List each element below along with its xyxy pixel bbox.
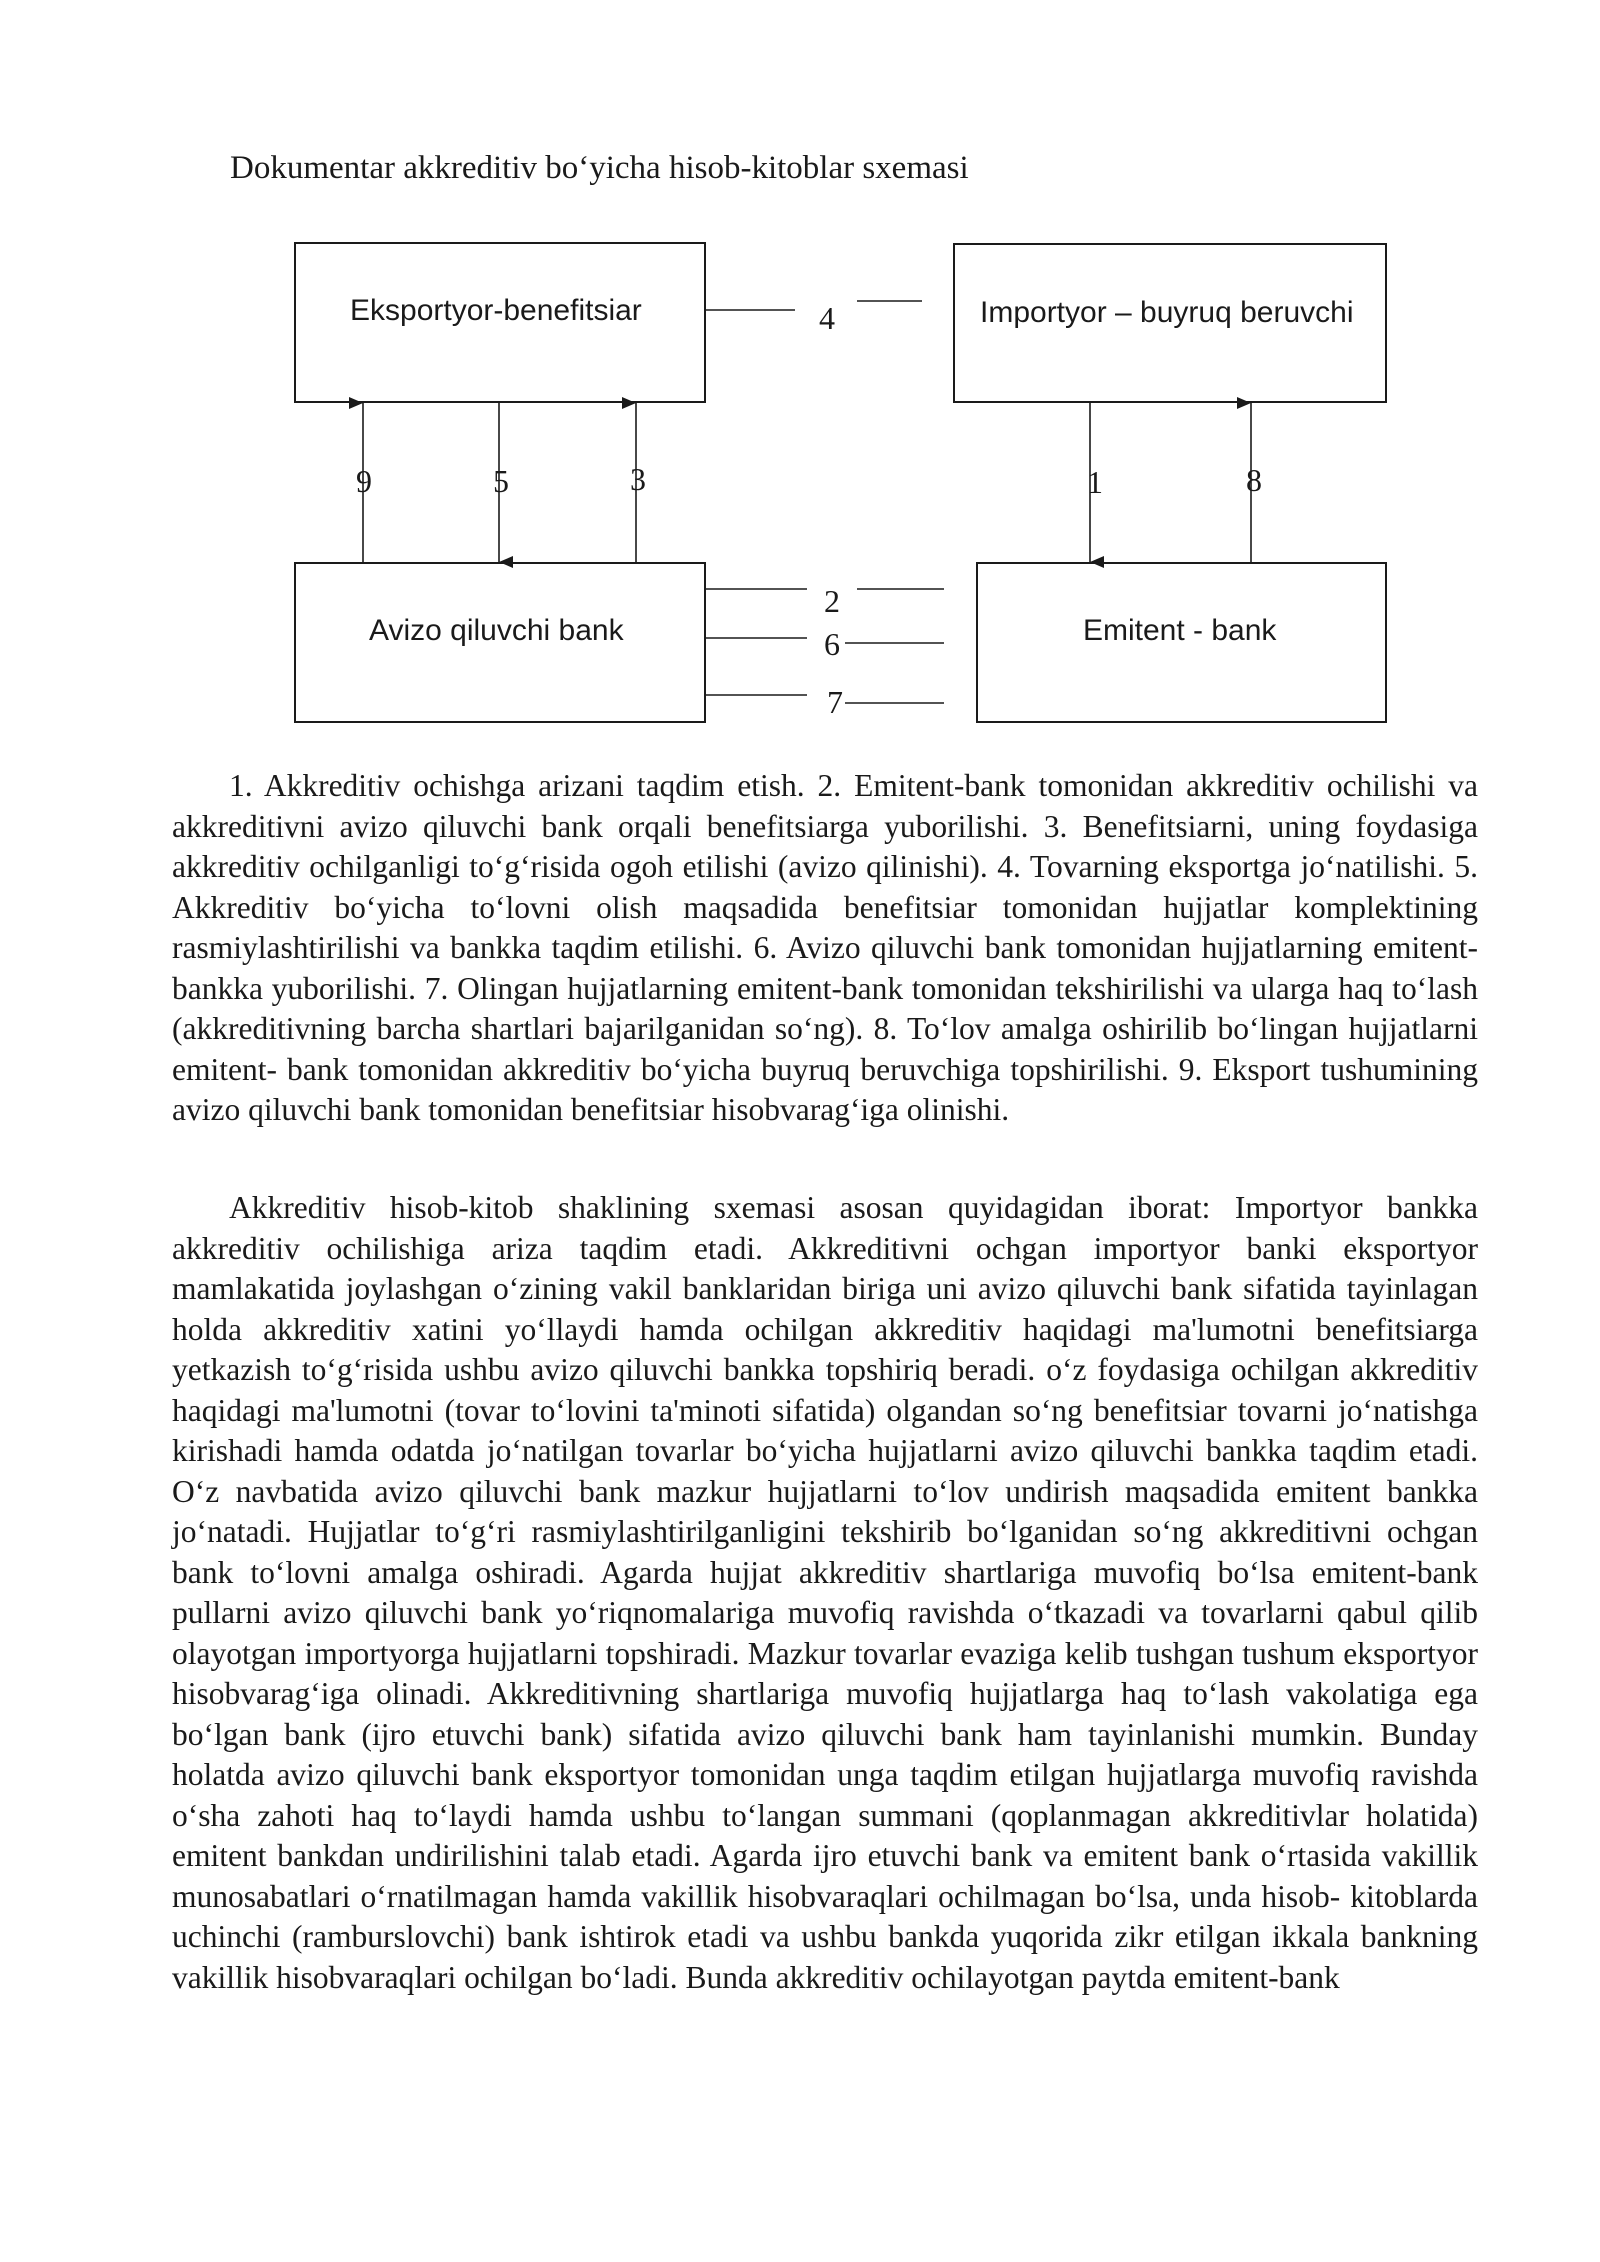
issuing-bank-label: Emitent - bank	[1083, 614, 1277, 647]
step-5-label: 5	[493, 463, 509, 499]
step-9-label: 9	[356, 463, 372, 499]
issuing-bank-box	[977, 563, 1386, 722]
step-6-label: 6	[824, 626, 840, 662]
advising-bank-label: Avizo qiluvchi bank	[369, 614, 624, 647]
exporter-box	[295, 243, 705, 402]
steps-legend-paragraph: 1. Akkreditiv ochishga arizani taqdim etish. 2. Emitent-bank tomonidan akkreditiv ochilishi va akkreditivni avizo qiluvchi bank orqali benefitsiarga yuborilishi. 3. Benefitsiarni, uning foydasiga akkreditiv ochilganligi to‘g‘risida ogoh etilishi (avizo qilinishi). 4. Tovarning eksportga jo‘natilishi. 5. Akkreditiv bo‘yicha to‘lovni olish maqsadida benefitsiar tomonidan hujjatlar komplektining rasmiylashtirilishi va bankka taqdim etilishi. 6. Avizo qiluvchi bank tomonidan hujjatlarning emitent-bankka yuborilishi. 7. Olingan hujjatlarning emitent-bank tomonidan tekshirilishi va ularga haq to‘lash (akkreditivning barcha shartlari bajarilganidan so‘ng). 8. To‘lov amalga oshirilib bo‘lingan hujjatlarni emitent- bank tomonidan akkreditiv bo‘yicha buyruq beruvchiga topshirilishi. 9. Eksport tushumining avizo qiluvchi bank tomonidan benefitsiar hisobvarag‘iga olinishi.	[172, 768, 1478, 1127]
step-2-label: 2	[824, 583, 840, 619]
page-title: Dokumentar akkreditiv bo‘yicha hisob-kitoblar sxemasi	[230, 150, 969, 186]
step-7-label: 7	[827, 684, 843, 720]
step-8-label: 8	[1246, 462, 1262, 498]
step-4-label: 4	[819, 300, 835, 336]
step-3-label: 3	[630, 461, 646, 497]
step-1-label: 1	[1087, 464, 1103, 500]
letter-of-credit-diagram	[0, 0, 1600, 760]
exporter-label: Eksportyor-benefitsiar	[350, 294, 642, 327]
body-paragraph: Akkreditiv hisob-kitob shaklining sxemasi asosan quyidagidan iborat: Importyor bankka akkreditiv ochilishiga ariza taqdim etadi. Akkreditivni ochgan importyor banki eksportyor mamlakatida joylashgan o‘zining vakil banklaridan biriga uni avizo qiluvchi bank sifatida tayinlagan holda akkreditiv xatini yo‘llaydi hamda ochilgan akkreditiv haqidagi ma'lumotni benefitsiarga yetkazish to‘g‘risida ushbu avizo qiluvchi bankka topshiriq beradi. o‘z foydasiga ochilgan akkreditiv haqidagi ma'lumotni (tovar to‘lovini ta'minoti sifatida) olgandan so‘ng benefitsiar tovarni jo‘natishga kirishadi hamda odatda jo‘natilgan tovarlar bo‘yicha hujjatlarni avizo qiluvchi bankka taqdim etadi. O‘z navbatida avizo qiluvchi bank mazkur hujjatlarni to‘lov undirish maqsadida emitent bankka jo‘natadi. Hujjatlar to‘g‘ri rasmiylashtirilganligini tekshirib bo‘lganidan so‘ng akkreditivni ochgan bank to‘lovni amalga oshiradi. Agarda hujjat akkreditiv shartlariga muvofiq bo‘lsa emitent-bank pullarni avizo qiluvchi bank yo‘riqnomalariga muvofiq ravishda o‘tkazadi va tovarlarni qabul qilib olayotgan importyorga hujjatlarni topshiradi. Mazkur tovarlar evaziga kelib tushgan tushum eksportyor hisobvarag‘iga olinadi. Akkreditivning shartlariga muvofiq hujjatlarga haq to‘lash vakolatiga ega bo‘lgan bank (ijro etuvchi bank) sifatida avizo qiluvchi bank ham tayinlanishi mumkin. Bunday holatda avizo qiluvchi bank eksportyor tomonidan unga taqdim etilgan hujjatlarga muvofiq ravishda o‘sha zahoti haq to‘laydi hamda ushbu to‘langan summani (qoplanmagan akkreditivlar holatida) emitent bankdan undirilishini talab etadi. Agarda ijro etuvchi bank va emitent bank o‘rtasida vakillik munosabatlari o‘rnatilmagan hamda vakillik hisobvaraqlari ochilmagan bo‘lsa, unda hisob- kitoblarda uchinchi (ramburslovchi) bank ishtirok etadi va ushbu bankda yuqorida zikr etilgan ikkala bankning vakillik hisobvaraqlari ochilgan bo‘ladi. Bunda akkreditiv ochilayotgan paytda emitent-bank	[172, 1190, 1478, 1995]
advising-bank-box	[295, 563, 705, 722]
importer-label: Importyor – buyruq beruvchi	[980, 296, 1354, 329]
importer-box	[954, 244, 1386, 402]
